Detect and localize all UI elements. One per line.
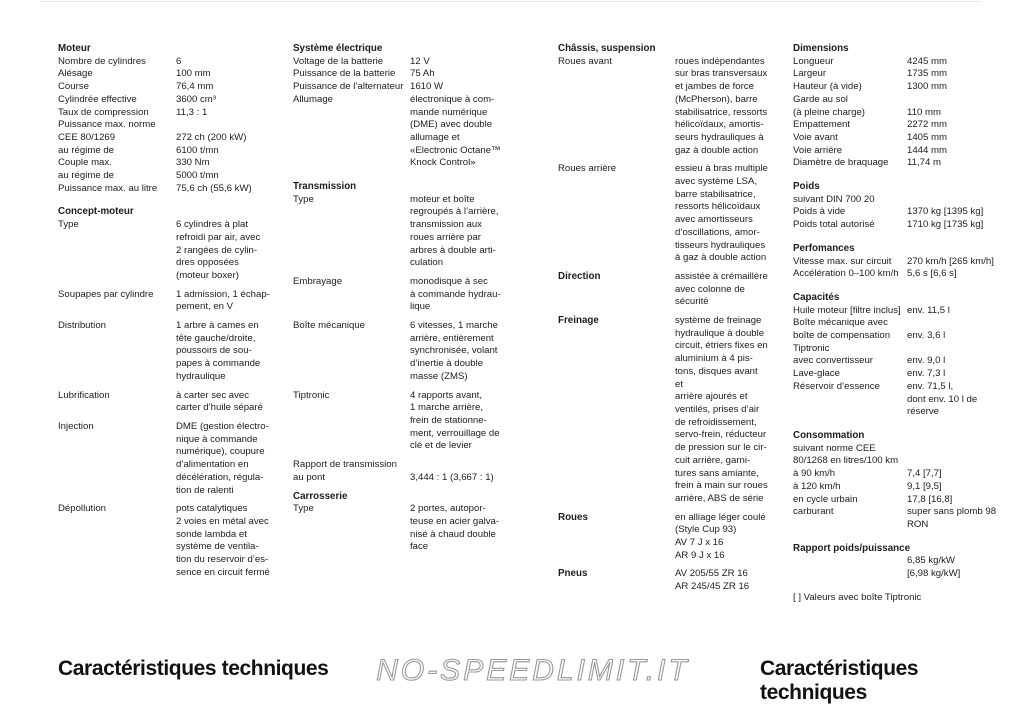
- performances-label: Accélération 0–100 km/h: [793, 268, 899, 280]
- concept-moteur-value: à carter sec avec carter d’huile séparé: [176, 389, 263, 414]
- capacites-value: env. 7,3 l: [907, 368, 946, 380]
- consommation-value: [907, 443, 1003, 456]
- carrosserie-value: 2 portes, autopor- teuse en acier galva- nisé à chaud double face: [410, 503, 500, 553]
- chassis-rows: [558, 56, 768, 265]
- capacites-rows: [793, 305, 1003, 419]
- section-heading-dimensions: Dimensions: [793, 43, 849, 54]
- capacites-row: [793, 305, 1003, 318]
- dimensions-label: Garde au sol: [793, 93, 848, 105]
- systeme-electrique-label: Voltage de la batterie: [293, 55, 384, 67]
- consommation-value: 17,8 [16,8]: [907, 493, 953, 505]
- consommation-value: 9,1 [9,5]: [907, 480, 942, 492]
- moteur-row: [58, 183, 270, 196]
- chassis-label: Roues arrière: [558, 163, 617, 175]
- section-heading-performances: Perfomances: [793, 242, 855, 254]
- transmission-value: moteur et boîte regroupés à l’arrière, transmission aux roues arrière par arbres à double arti- culation: [410, 193, 499, 269]
- column-engine: [58, 43, 270, 579]
- section-heading-chassis: Châssis, suspension: [558, 43, 656, 54]
- dimensions-value: 1300 mm: [907, 81, 947, 93]
- transmission-rows: [293, 194, 505, 485]
- moteur-value: 100 mm: [176, 68, 211, 80]
- section-heading-roues: Roues: [558, 511, 588, 523]
- capacites-label: Huile moteur [filtre inclus]: [793, 304, 901, 316]
- consommation-value: super sans plomb 98 RON: [907, 506, 997, 530]
- section-heading-consommation: Consommation: [793, 429, 865, 441]
- dimensions-row: [793, 107, 1003, 120]
- systeme-electrique-row: [293, 81, 505, 94]
- consommation-label: suivant norme CEE: [793, 442, 876, 454]
- dimensions-row: [793, 81, 1003, 94]
- dimensions-label: Voie avant: [793, 131, 838, 143]
- moteur-value: 5000 t/mn: [176, 170, 219, 182]
- consommation-value: 7,4 [7,7]: [907, 468, 942, 480]
- dimensions-row: [793, 68, 1003, 81]
- dimensions-label: Largeur: [793, 68, 827, 80]
- systeme-electrique-row: [293, 56, 505, 69]
- moteur-value: 76,4 mm: [176, 81, 214, 93]
- dimensions-label: Voie arrière: [793, 144, 843, 156]
- chassis-value: essieu à bras multiple avec système LSA, barre stabilisatrice, ressorts hélicoïdaux avec amortisseurs d’oscillations, amor- tisseurs hydrauliques à gaz à double action: [675, 163, 768, 264]
- dimensions-value: 1405 mm: [907, 131, 947, 143]
- section-heading-carrosserie: Carrosserie: [293, 490, 348, 502]
- poids-value: [907, 194, 1003, 207]
- transmission-row: [293, 194, 505, 270]
- spec-row-freinage: [558, 315, 768, 506]
- section-heading-moteur: Moteur: [58, 43, 91, 54]
- consommation-row: [793, 506, 1003, 531]
- poids-label: Poids total autorisé: [793, 219, 875, 231]
- capacites-row: [793, 343, 1003, 356]
- moteur-value: 6: [176, 55, 182, 67]
- carrosserie-rows: [293, 503, 505, 554]
- moteur-label: Course: [58, 81, 89, 93]
- capacites-label: Tiptronic: [793, 342, 830, 354]
- consommation-row: [793, 455, 1003, 468]
- transmission-label: Embrayage: [293, 275, 343, 287]
- moteur-row: [58, 170, 270, 183]
- moteur-value: 3600 cm³: [176, 93, 216, 105]
- moteur-row: [58, 81, 270, 94]
- rapport-label: [793, 568, 907, 581]
- capacites-row: [793, 355, 1003, 368]
- systeme-electrique-label: Puissance de l’alternateur: [293, 81, 404, 93]
- section-heading-systeme-electrique: Système électrique: [293, 43, 383, 54]
- systeme-electrique-rows: [293, 56, 505, 170]
- performances-value: 270 km/h [265 km/h]: [907, 255, 994, 267]
- dimensions-row: [793, 132, 1003, 145]
- systeme-electrique-value: 12 V: [410, 55, 430, 67]
- dimensions-row: [793, 119, 1003, 132]
- moteur-row: [58, 56, 270, 69]
- performances-value: 5,6 s [6,6 s]: [907, 268, 957, 280]
- transmission-value: monodisque à sec à commande hydrau- lique: [410, 275, 501, 313]
- capacites-label: Boîte mécanique avec: [793, 317, 888, 329]
- moteur-value: [176, 119, 270, 132]
- transmission-row: [293, 320, 505, 384]
- concept-moteur-value: 1 admission, 1 échap- pement, en V: [176, 288, 270, 313]
- systeme-electrique-value: 75 Ah: [410, 68, 435, 80]
- section-heading-transmission: Transmission: [293, 181, 357, 193]
- capacites-label: boîte de compensation: [793, 330, 891, 342]
- concept-moteur-value: 1 arbre à cames en tête gauche/droite, poussoirs de sou- papes à commande hydraulique: [176, 320, 261, 382]
- concept-moteur-label: Lubrification: [58, 389, 110, 401]
- moteur-label: Puissance max. au litre: [58, 182, 158, 194]
- watermark-logo: [338, 654, 728, 688]
- dimensions-row: [793, 94, 1003, 107]
- capacites-row: [793, 317, 1003, 330]
- capacites-value: env. 9,0 l: [907, 355, 946, 367]
- section-heading-rapport-poids-puissance: Rapport poids/puissance: [793, 542, 911, 554]
- section-heading-capacites: Capacités: [793, 291, 840, 303]
- consommation-row: [793, 468, 1003, 481]
- moteur-rows: [58, 56, 270, 196]
- transmission-label: Tiptronic: [293, 389, 330, 401]
- page-title-left: Caractéristiques techniques: [58, 657, 329, 680]
- carrosserie-row: [293, 503, 505, 554]
- poids-row: [793, 206, 1003, 219]
- moteur-value: 330 Nm: [176, 157, 210, 169]
- rapport-row: [793, 555, 1003, 568]
- moteur-row: [58, 119, 270, 132]
- moteur-label: CEE 80/1269: [58, 131, 116, 143]
- watermark-text: NO-SPEEDLIMIT.IT: [376, 654, 690, 687]
- column-dimensions: [793, 43, 1003, 604]
- moteur-value: 11,3 : 1: [176, 106, 208, 118]
- systeme-electrique-value: 1610 W: [410, 81, 444, 93]
- transmission-label: Type: [293, 193, 314, 205]
- moteur-row: [58, 107, 270, 120]
- systeme-electrique-row: [293, 68, 505, 81]
- moteur-row: [58, 145, 270, 158]
- dimensions-label: Hauteur (à vide): [793, 81, 862, 93]
- column-chassis: [558, 43, 768, 594]
- transmission-value: 4 rapports avant, 1 marche arrière, frein de stationne- ment, verrouillage de clé et de levier: [410, 389, 500, 452]
- dimensions-label: (à pleine charge): [793, 106, 865, 118]
- chassis-row: [558, 56, 768, 158]
- dimensions-label: Diamètre de braquage: [793, 157, 889, 169]
- moteur-row: [58, 94, 270, 107]
- capacites-row: [793, 330, 1003, 343]
- concept-moteur-row: [58, 503, 270, 579]
- moteur-label: au régime de: [58, 170, 114, 182]
- carrosserie-label: Type: [293, 503, 314, 515]
- transmission-row: [293, 390, 505, 454]
- pneus-value: AV 205/55 ZR 16 AR 245/45 ZR 16: [675, 568, 750, 593]
- concept-moteur-value: pots catalytiques 2 voies en métal avec sonde lambda et système de ventila- tion du reservoir d’es- sence en circuit fermé: [176, 503, 270, 578]
- column-electrical-transmission: [293, 43, 505, 554]
- concept-moteur-label: Dépollution: [58, 503, 107, 515]
- dimensions-value: 11,74 m: [907, 157, 941, 169]
- dimensions-label: Longueur: [793, 55, 834, 67]
- consommation-label: en cycle urbain: [793, 493, 858, 505]
- systeme-electrique-label: Puissance de la batterie: [293, 68, 396, 80]
- roues-value: en alliage léger coulé (Style Cup 93) AV 7 J x 16 AR 9 J x 16: [675, 511, 766, 561]
- rapport-rows: [793, 555, 1003, 580]
- capacites-value: [907, 317, 1003, 330]
- direction-value: assistée à crémaillère avec colonne de sécurité: [675, 270, 768, 308]
- concept-moteur-value: 6 cylindres à plat refroidi par air, avec 2 rangées de cylin- dres opposées (moteur boxer): [176, 219, 261, 281]
- chassis-value: roues indépendantes sur bras transversaux et jambes de force (McPherson), barre stabilisatrice, ressorts hélicoïdaux, amortis- seurs hydrauliques à gaz à double action: [675, 55, 768, 156]
- systeme-electrique-row: [293, 94, 505, 170]
- dimensions-value: 4245 mm: [907, 55, 947, 67]
- capacites-value: env. 3,6 l: [907, 330, 946, 342]
- consommation-label: à 90 km/h: [793, 468, 836, 480]
- dimensions-value: 1735 mm: [907, 68, 947, 80]
- dimensions-label: Empattement: [793, 119, 851, 131]
- spec-row-pneus: [558, 568, 768, 593]
- capacites-value: env. 71,5 l, dont env. 10 l de réserve: [907, 380, 978, 418]
- consommation-value: [907, 455, 1003, 468]
- transmission-value: 3,444 : 1 (3,667 : 1): [410, 471, 494, 483]
- moteur-label: Cylindrée effective: [58, 93, 137, 105]
- concept-moteur-row: [58, 320, 270, 384]
- moteur-label: Taux de compression: [58, 106, 149, 118]
- consommation-rows: [793, 443, 1003, 532]
- poids-label: suivant DIN 700 20: [793, 193, 875, 205]
- chassis-label: Roues avant: [558, 55, 612, 67]
- consommation-row: [793, 443, 1003, 456]
- moteur-row: [58, 157, 270, 170]
- rapport-row: [793, 568, 1003, 581]
- freinage-value: système de freinage hydraulique à double circuit, étriers fixes en aluminium à 4 pis- tons, disques avant et arrière ajourés et ventilés, prises d’air de refroidissement, servo-frein, réducteur de pression sur le cir- cuit arrière, garni- tures sans amiante, frein à main sur roues arrière, ABS de série: [675, 315, 768, 504]
- concept-moteur-value: DME (gestion électro- nique à commande numérique), coupure d’alimentation en décélération, régula- tion de ralenti: [176, 420, 269, 496]
- moteur-label: Alésage: [58, 68, 93, 80]
- moteur-label: Couple max.: [58, 157, 112, 169]
- systeme-electrique-value: électronique à com- mande numérique (DME) avec double allumage et «Electronic Octane™ Knock Control»: [410, 93, 501, 169]
- performances-rows: [793, 256, 1003, 281]
- rapport-value: [6,98 kg/kW]: [907, 568, 961, 580]
- concept-moteur-label: Soupapes par cylindre: [58, 288, 154, 300]
- concept-moteur-row: [58, 421, 270, 497]
- moteur-value: 6100 t/mn: [176, 144, 219, 156]
- dimensions-rows: [793, 56, 1003, 170]
- concept-moteur-rows: [58, 219, 270, 579]
- capacites-label: Réservoir d’essence: [793, 380, 880, 392]
- spec-row-roues: [558, 512, 768, 563]
- section-heading-poids: Poids: [793, 181, 820, 193]
- concept-moteur-label: Distribution: [58, 320, 106, 332]
- concept-moteur-row: [58, 219, 270, 283]
- poids-value: 1370 kg [1395 kg]: [907, 206, 984, 218]
- capacites-label: Lave-glace: [793, 368, 840, 380]
- consommation-row: [793, 481, 1003, 494]
- tiptronic-footnote: [ ] Valeurs avec boîte Tiptronic: [793, 591, 922, 603]
- capacites-value: env. 11,5 l: [907, 304, 950, 316]
- section-heading-freinage: Freinage: [558, 315, 599, 327]
- concept-moteur-label: Type: [58, 219, 79, 231]
- moteur-value: 75,6 ch (55,6 kW): [176, 182, 252, 194]
- capacites-value: [907, 343, 1003, 356]
- transmission-label: Boîte mécanique: [293, 320, 365, 332]
- transmission-label: Rapport de transmission au pont: [293, 459, 397, 483]
- concept-moteur-label: Injection: [58, 420, 94, 432]
- transmission-row: [293, 459, 505, 484]
- moteur-label: Puissance max. norme: [58, 119, 156, 131]
- dimensions-row: [793, 157, 1003, 170]
- moteur-label: au régime de: [58, 144, 114, 156]
- systeme-electrique-label: Allumage: [293, 93, 333, 105]
- dimensions-row: [793, 56, 1003, 69]
- section-heading-direction: Direction: [558, 270, 601, 282]
- dimensions-value: [907, 94, 1003, 107]
- poids-row: [793, 219, 1003, 232]
- moteur-row: [58, 132, 270, 145]
- consommation-row: [793, 494, 1003, 507]
- performances-row: [793, 268, 1003, 281]
- scan-edge-line: [40, 1, 980, 2]
- moteur-value: 272 ch (200 kW): [176, 131, 247, 143]
- dimensions-value: 2272 mm: [907, 119, 947, 131]
- moteur-label: Nombre de cylindres: [58, 55, 146, 67]
- rapport-value: 6,85 kg/kW: [907, 555, 955, 567]
- concept-moteur-row: [58, 390, 270, 415]
- page-title-right: Caractéristiques techniques: [760, 657, 919, 704]
- rapport-label: [793, 555, 907, 568]
- dimensions-row: [793, 145, 1003, 158]
- concept-moteur-row: [58, 289, 270, 314]
- section-heading-concept-moteur: Concept-moteur: [58, 206, 134, 218]
- consommation-label: à 120 km/h: [793, 480, 841, 492]
- section-heading-pneus: Pneus: [558, 568, 588, 580]
- poids-value: 1710 kg [1735 kg]: [907, 219, 984, 231]
- capacites-row: [793, 381, 1003, 419]
- poids-label: Poids à vide: [793, 206, 846, 218]
- dimensions-value: 1444 mm: [907, 144, 947, 156]
- performances-label: Vitesse max. sur circuit: [793, 255, 892, 267]
- consommation-label: 80/1268 en litres/100 km: [793, 455, 899, 467]
- performances-row: [793, 256, 1003, 269]
- dimensions-value: 110 mm: [907, 106, 941, 118]
- chassis-row: [558, 163, 768, 265]
- transmission-value: 6 vitesses, 1 marche arrière, entièrement synchronisée, volant d’inertie à double masse (ZMS): [410, 320, 498, 382]
- transmission-row: [293, 276, 505, 314]
- consommation-label: carburant: [793, 506, 834, 518]
- capacites-label: avec convertisseur: [793, 355, 873, 367]
- moteur-row: [58, 68, 270, 81]
- poids-rows: [793, 194, 1003, 232]
- spec-row-direction: [558, 271, 768, 309]
- poids-row: [793, 194, 1003, 207]
- capacites-row: [793, 368, 1003, 381]
